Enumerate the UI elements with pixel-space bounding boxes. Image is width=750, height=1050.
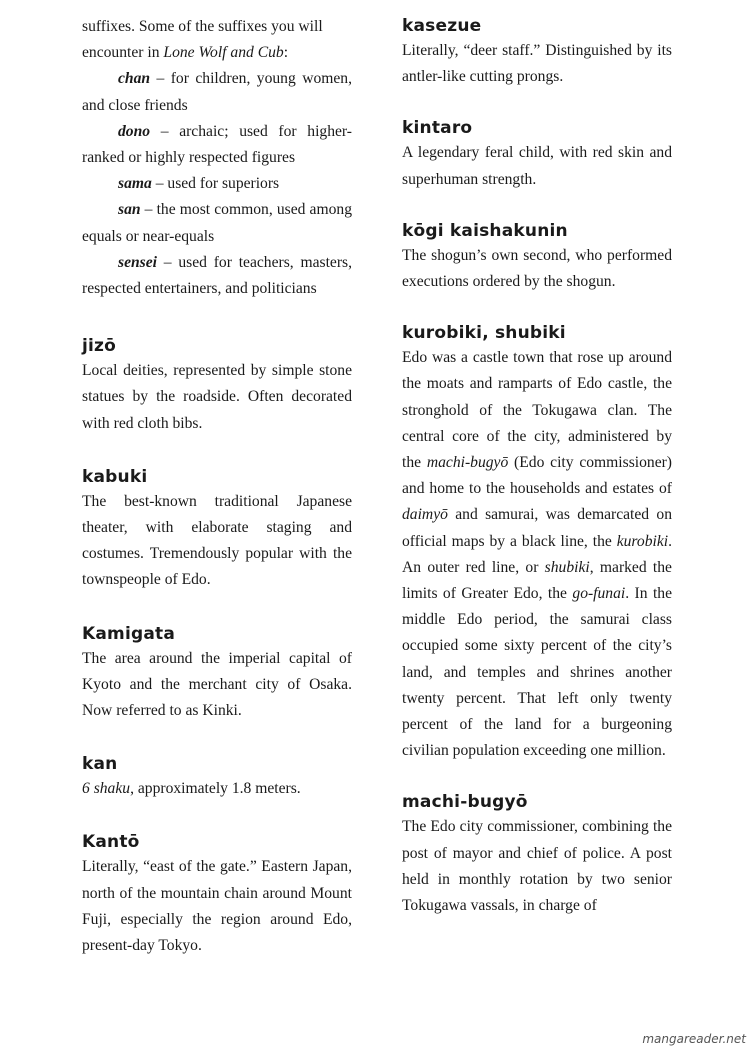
intro-line: encounter in Lone Wolf and Cub: [82, 44, 289, 62]
entry-definition: The best-known traditional Japanese theater, with elaborate staging and costumes. Tremendously popular with the townspeople of Edo. [82, 492, 352, 589]
suffix-item: dono – archaic; used for higher-ranked or highly respected figures [82, 122, 352, 167]
entry-term: kōgi kaishakunin [402, 220, 568, 241]
entry-definition: Edo was a castle town that rose up around the moats and ramparts of Edo castle, the stronghold of the Tokugawa clan. The central core of the city, administered by the machi-bugyō (Edo city commissioner) and home to the households and estates of daimyō and samurai, was demarcated on official maps by a black line, the kurobiki. An outer red line, or shubiki, marked the limits of Greater Edo, the go-funai. In the middle Edo period, the samurai class occupied some sixty percent of the city’s land, and temples and shrines another twenty percent. That left only twenty percent of the land for a burgeoning civilian population exceeding one million. [402, 349, 672, 760]
glossary-entry [82, 622, 352, 725]
suffix-item: chan – for children, young women, and close friends [82, 70, 352, 114]
glossary-entry [82, 752, 352, 802]
entry-definition: Local deities, represented by simple stone statues by the roadside. Often decorated with red cloth bibs. [82, 362, 352, 432]
left-column [82, 14, 352, 959]
entry-term: machi-bugyō [402, 792, 528, 813]
glossary-entry [82, 465, 352, 594]
entry-definition: 6 shaku, approximately 1.8 meters. [82, 780, 301, 798]
entry-term: Kantō [82, 832, 140, 853]
suffix-item: sama – used for superiors [118, 175, 280, 193]
suffix-item: sensei – used for teachers, masters, respected entertainers, and politicians [82, 253, 352, 298]
entry-definition: The area around the imperial capital of Kyoto and the merchant city of Osaka. Now referred to as Kinki. [82, 649, 352, 720]
entry-term: kasezue [402, 16, 482, 36]
intro-line: suffixes. Some of the suffixes you will [82, 18, 323, 35]
entry-definition: A legendary feral child, with red skin and superhuman strength. [402, 144, 672, 188]
entry-definition: The shogun’s own second, who performed executions ordered by the shogun. [402, 246, 672, 291]
right-column [402, 14, 672, 919]
glossary-entry [402, 14, 672, 90]
entry-term: kintaro [402, 118, 473, 139]
entry-term: kurobiki, shubiki [402, 323, 566, 344]
entry-term: kabuki [82, 466, 148, 487]
entry-term: Kamigata [82, 623, 176, 644]
glossary-entry [402, 219, 672, 295]
entry-definition: Literally, “east of the gate.” Eastern Japan, north of the mountain chain around Mount Fuji, especially the region around Edo, present-day Tokyo. [82, 858, 352, 955]
glossary-entry [402, 116, 672, 192]
glossary-entry [402, 790, 672, 919]
entry-definition: Literally, “deer staff.” Distinguished by its antler-like cutting prongs. [402, 42, 672, 86]
entry-term: jizō [82, 336, 117, 357]
entry-term: kan [82, 754, 118, 775]
suffix-item: san – the most common, used among equals or near-equals [82, 201, 352, 245]
watermark: mangareader.net [642, 1032, 746, 1046]
glossary-entry [402, 321, 672, 764]
glossary-entry [82, 334, 352, 437]
entry-definition: The Edo city commissioner, combining the post of mayor and chief of police. A post held in monthly rotation by two senior Tokugawa vassals, in charge of [402, 818, 672, 915]
glossary-entry [82, 830, 352, 959]
